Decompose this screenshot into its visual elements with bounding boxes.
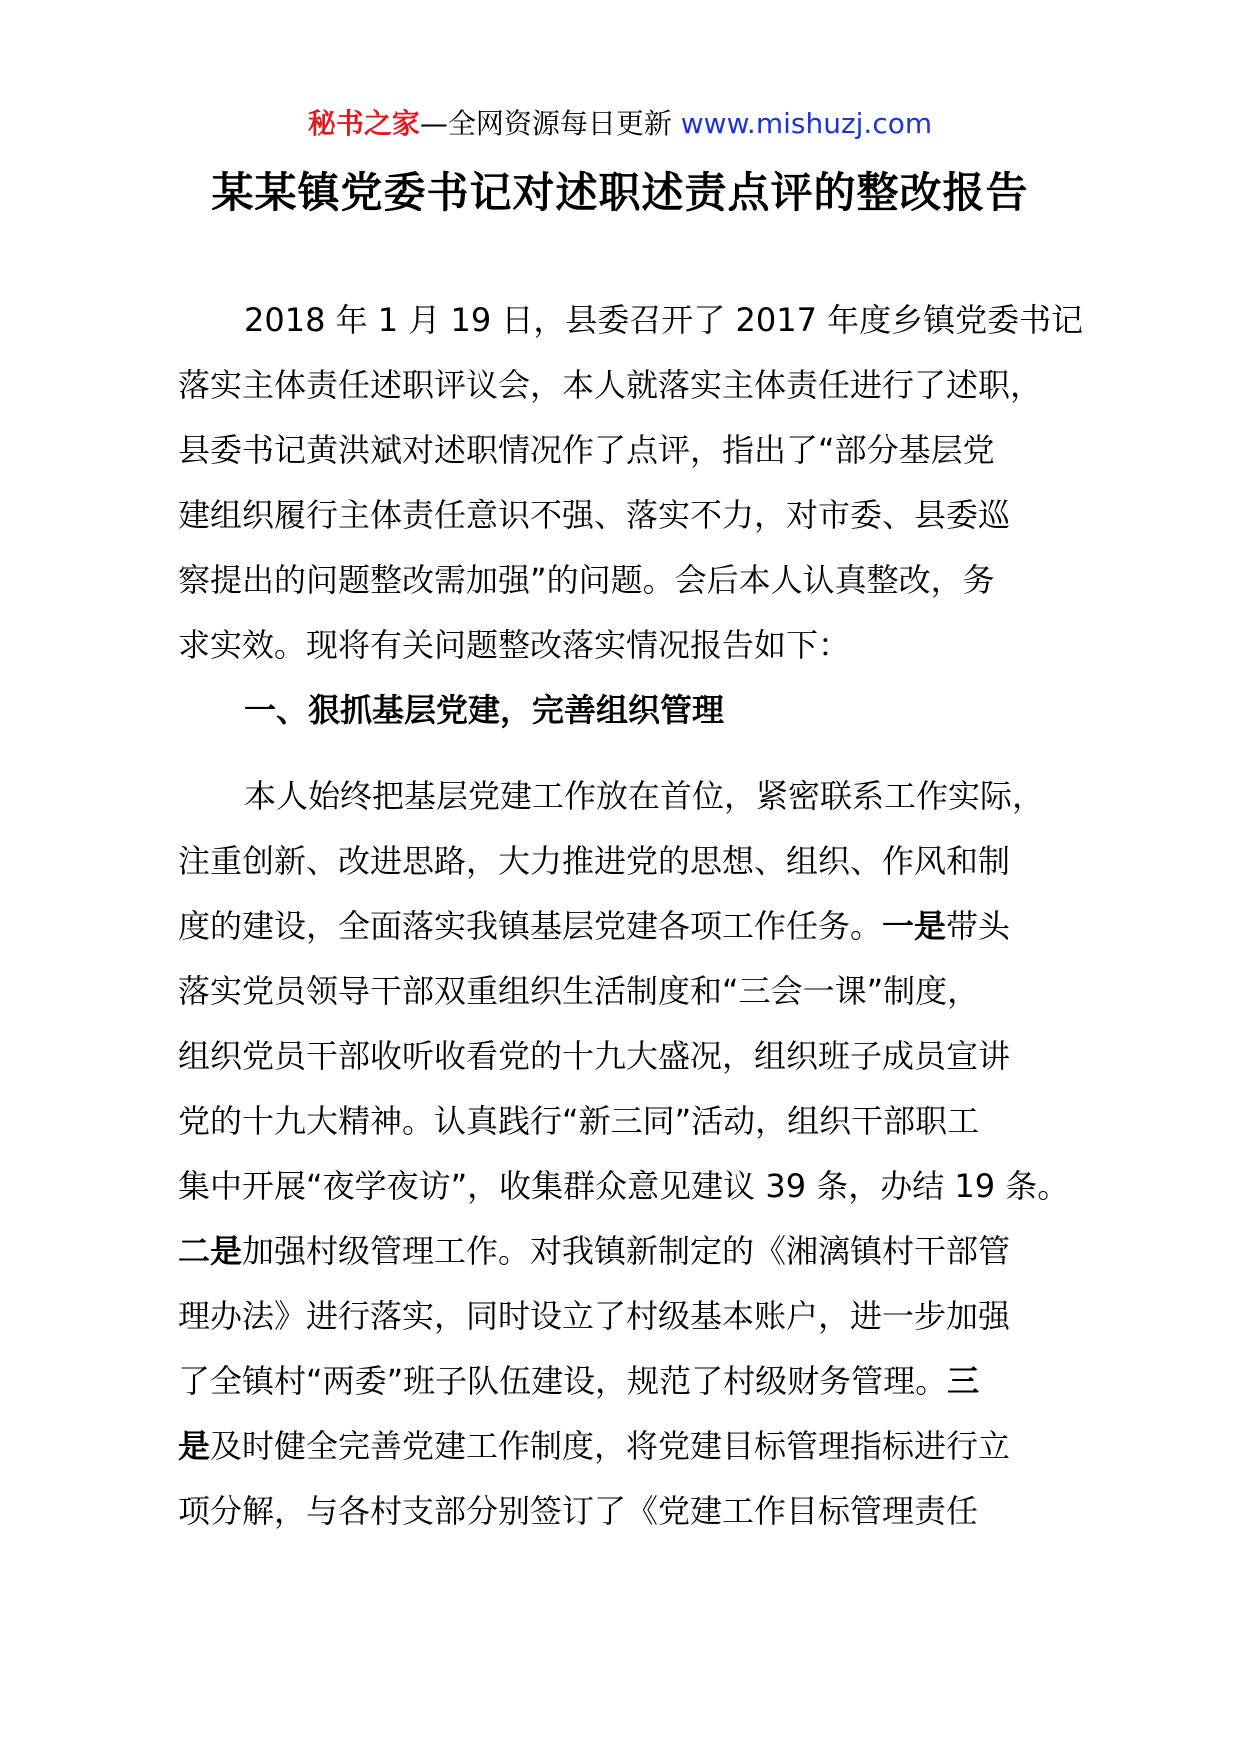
bold-marker: 是 (178, 1427, 211, 1465)
paragraph-line (178, 894, 1098, 959)
paragraph-line: 集中开展“夜学夜访”，收集群众意见建议 39 条，办结 19 条。 (178, 1167, 1070, 1205)
line-text: 度的建设，全面落实我镇基层党建各项工作任务。 (178, 907, 883, 945)
line-text: 加强村级管理工作。对我镇新制定的《湘漓镇村干部管 (242, 1232, 1011, 1270)
paragraph-line (178, 1414, 1098, 1479)
line-text: 了全镇村“两委”班子队伍建设，规范了村级财务管理。 (178, 1362, 948, 1400)
paragraph-intro (178, 288, 1098, 678)
site-url-link[interactable]: www.mishuzj.com (680, 107, 933, 140)
paragraph-line: 本人始终把基层党建工作放在首位，紧密联系工作实际， (244, 777, 1045, 815)
paragraph-line: 求实效。现将有关问题整改落实情况报告如下： (178, 626, 851, 664)
paragraph-line: 察提出的问题整改需加强”的问题。会后本人认真整改，务 (178, 561, 995, 599)
document-title: 某某镇党委书记对述职述责点评的整改报告 (211, 168, 1029, 217)
paragraph-line: 理办法》进行落实，同时设立了村级基本账户，进一步加强 (178, 1297, 1011, 1335)
paragraph-line: 建组织履行主体责任意识不强、落实不力，对市委、县委巡 (178, 496, 1011, 534)
section-heading-text: 一、狠抓基层党建，完善组织管理 (244, 691, 725, 729)
paragraph-line (178, 1219, 1098, 1284)
section-heading-1 (178, 678, 1098, 743)
paragraph-line: 落实党员领导干部双重组织生活制度和“三会一课”制度， (178, 972, 980, 1010)
line-text: 及时健全完善党建工作制度，将党建目标管理指标进行立 (210, 1427, 1011, 1465)
site-header (0, 104, 1240, 144)
header-slogan: —全网资源每日更新 (419, 107, 681, 140)
paragraph-line: 2018 年 1 月 19 日，县委召开了 2017 年度乡镇党委书记 (244, 301, 1084, 339)
paragraph-line (178, 1349, 1098, 1414)
brand-name: 秘书之家 (307, 107, 420, 140)
paragraph-line: 县委书记黄洪斌对述职情况作了点评，指出了“部分基层党 (178, 431, 995, 469)
bold-marker: 二是 (178, 1232, 243, 1270)
paragraph-line: 注重创新、改进思路，大力推进党的思想、组织、作风和制 (178, 842, 1011, 880)
paragraph-line: 党的十九大精神。认真践行“新三同”活动，组织干部职工 (178, 1102, 980, 1140)
bold-marker: 一是 (882, 907, 947, 945)
line-text: 带头 (946, 907, 1011, 945)
paragraph-line: 项分解，与各村支部分别签订了《党建工作目标管理责任 (178, 1492, 979, 1530)
paragraph-line: 落实主体责任述职评议会，本人就落实主体责任进行了述职， (178, 366, 1043, 404)
paragraph-section-1 (178, 764, 1098, 1544)
paragraph-line: 组织党员干部收听收看党的十九大盛况，组织班子成员宣讲 (178, 1037, 1011, 1075)
bold-marker: 三 (947, 1362, 980, 1400)
